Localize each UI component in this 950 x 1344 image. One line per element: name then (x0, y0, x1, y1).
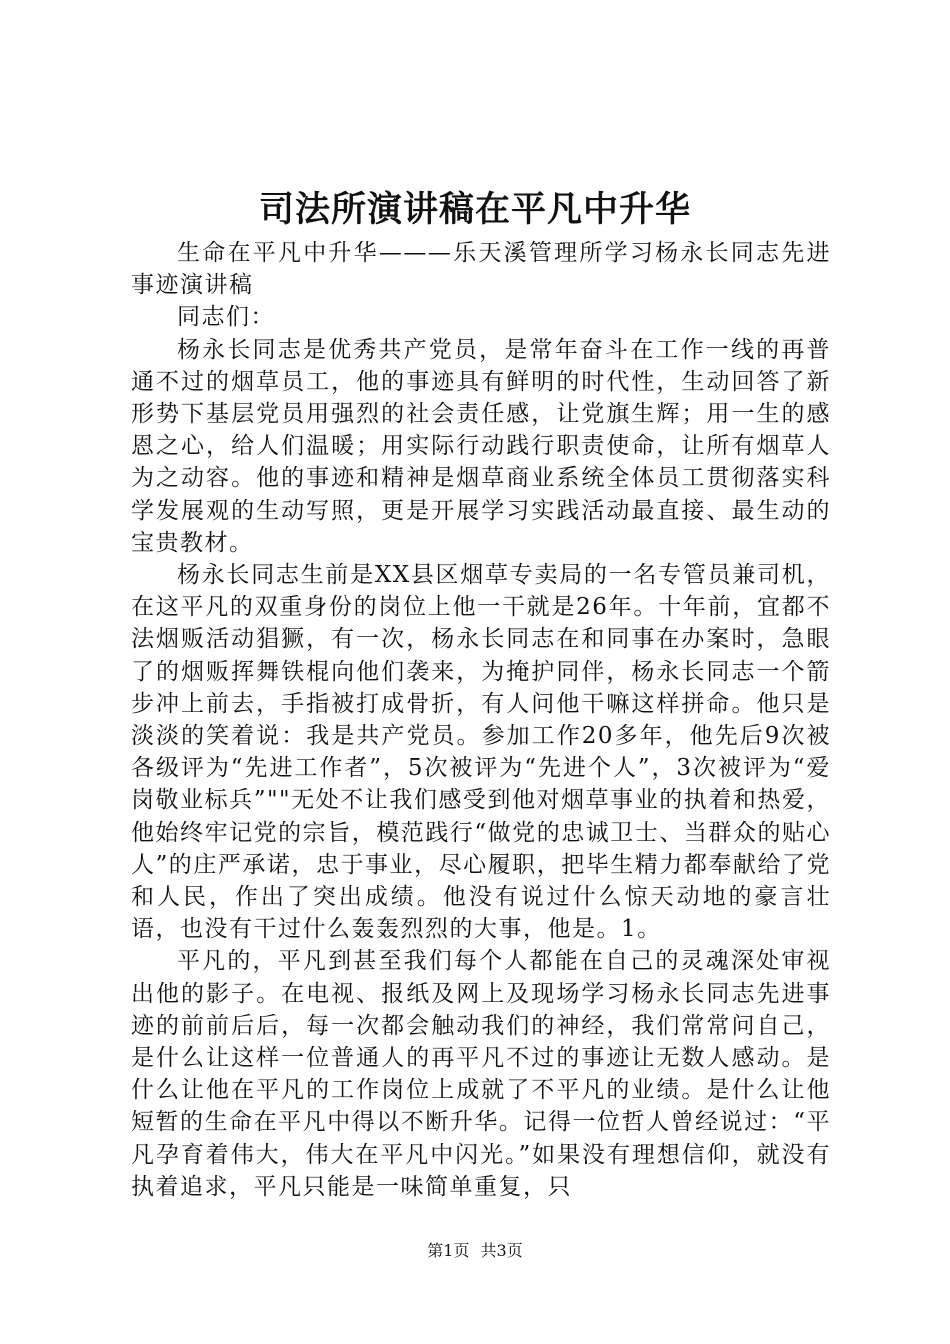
paragraph: 杨永长同志生前是XX县区烟草专卖局的一名专管员兼司机，在这平凡的双重身份的岗位上他一干就是26年。十年前，宜都不法烟贩活动猖獗，有一次，杨永长同志在和同事在办案时，急眼了的烟贩挥舞铁棍向他们袭来，为掩护同伴，杨永长同志一个箭步冲上前去，手指被打成骨折，有人问他干嘛这样拼命。他只是淡淡的笑着说：我是共产党员。参加工作20多年，他先后9次被各级评为“先进工作者”，5次被评为“先进个人”，3次被评为“爱岗敬业标兵”""无处不让我们感受到他对烟草事业的执着和热爱，他始终牢记党的宗旨，模范践行“做党的忠诚卫士、当群众的贴心人”的庄严承诺，忠于事业，尽心履职，把毕生精力都奉献给了党和人民，作出了突出成绩。他没有说过什么惊天动地的豪言壮语，也没有干过什么轰轰烈烈的大事，他是。1。 (131, 562, 831, 943)
page-number: 第1页 (427, 1241, 470, 1260)
document-title: 司法所演讲稿在平凡中升华 (258, 189, 691, 230)
paragraph: 平凡的，平凡到甚至我们每个人都能在自己的灵魂深处审视出他的影子。在电视、报纸及网上及现场学习杨永长同志先进事迹的前前后后，每一次都会触动我们的神经，我们常常问自己，是什么让这样一位普通人的再平凡不过的事迹让无数人感动。是什么让他在平凡的工作岗位上成就了不平凡的业绩。是什么让他短暂的生命在平凡中得以不断升华。记得一位哲人曾经说过：“平凡孕育着伟大，伟大在平凡中闪光。”如果没有理想信仰，就没有执着追求，平凡只能是一味简单重复，只 (131, 948, 831, 1200)
document-body (131, 237, 831, 1203)
page-total: 共3页 (480, 1241, 523, 1260)
paragraph-subtitle: 生命在平凡中升华———乐天溪管理所学习杨永长同志先进事迹演讲稿 (131, 240, 831, 299)
paragraph: 杨永长同志是优秀共产党员，是常年奋斗在工作一线的再普通不过的烟草员工，他的事迹具有鲜明的时代性，生动回答了新形势下基层党员用强烈的社会责任感，让党旗生辉；用一生的感恩之心，给人们温暖；用实际行动践行职责使命，让所有烟草人为之动容。他的事迹和精神是烟草商业系统全体员工贯彻落实科学发展观的生动写照，更是开展学习实践活动最直接、最生动的宝贵教材。 (131, 336, 831, 556)
page-footer (0, 1240, 950, 1262)
paragraph-greeting: 同志们： (177, 304, 275, 331)
